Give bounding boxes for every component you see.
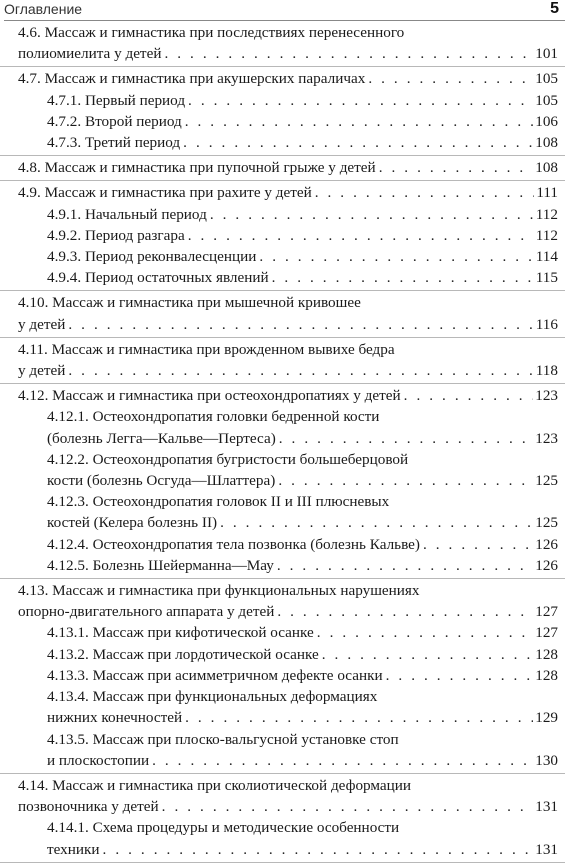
entry-page-number: 128 (535, 666, 558, 684)
toc-section (0, 579, 565, 774)
entry-last-line (47, 750, 558, 771)
toc-entry[interactable] (0, 157, 565, 178)
entry-title-line: 4.13. Массаж и гимнастика при функциональных нарушениях (18, 582, 420, 600)
entry-page-number: 114 (535, 248, 558, 266)
entry-page-number: 111 (536, 184, 558, 202)
toc-entry[interactable] (0, 339, 565, 381)
entry-last-line (47, 132, 558, 153)
entry-title-line: 4.12.2. Остеохондропатия бугристости большеберцовой (47, 450, 409, 468)
dot-leader (279, 428, 533, 449)
toc-subentry[interactable] (0, 665, 565, 686)
entry-last-line (47, 644, 558, 665)
dot-leader (259, 246, 533, 267)
entry-title-line: (болезнь Легга—Кальве—Пертеса) (47, 429, 276, 447)
dot-leader (386, 665, 534, 686)
entry-last-line (47, 428, 558, 449)
entry-last-line (47, 665, 558, 686)
entry-page-number: 108 (535, 159, 558, 177)
entry-page-number: 112 (535, 205, 558, 223)
dot-leader (322, 644, 533, 665)
entry-title-line: 4.9. Массаж и гимнастика при рахите у детей (18, 184, 312, 202)
toc-section (0, 67, 565, 156)
entry-last-line (47, 90, 558, 111)
toc-entry[interactable] (0, 580, 565, 622)
entry-title-line: 4.14.1. Схема процедуры и методические особенности (47, 819, 400, 837)
entry-last-line (18, 182, 558, 203)
entry-last-line (47, 512, 558, 533)
entry-title-line: 4.11. Массаж и гимнастика при врожденном вывихе бедра (18, 340, 395, 358)
running-header (0, 0, 565, 20)
toc-subentry[interactable] (0, 449, 565, 491)
entry-title-line: костей (Келера болезнь II) (47, 514, 218, 532)
toc-entry[interactable] (0, 385, 565, 406)
dot-leader (278, 470, 533, 491)
dot-leader (68, 360, 533, 381)
toc-entry[interactable] (0, 68, 565, 89)
entry-title-line: опорно-двигательного аппарата у детей (18, 603, 275, 621)
dot-leader (277, 555, 533, 576)
entry-page-number: 128 (535, 645, 558, 663)
entry-page-number: 112 (535, 226, 558, 244)
entry-page-number: 116 (535, 315, 558, 333)
entry-title-line: 4.8. Массаж и гимнастика при пупочной грыже у детей (18, 159, 376, 177)
entry-title-line: 4.7.1. Первый период (47, 91, 186, 109)
entry-title-line: 4.13.5. Массаж при плоско-вальгусной установке стоп (47, 730, 399, 748)
page-number: 5 (550, 0, 559, 17)
toc-subentry[interactable] (0, 267, 565, 288)
entry-title-line: 4.7.3. Третий период (47, 134, 181, 152)
toc-section (0, 21, 565, 67)
entry-title-line: 4.13.4. Массаж при функциональных деформациях (47, 688, 378, 706)
entry-last-line (47, 267, 558, 288)
entry-last-line (47, 225, 558, 246)
toc-subentry[interactable] (0, 132, 565, 153)
entry-page-number: 118 (535, 362, 558, 380)
toc-subentry[interactable] (0, 534, 565, 555)
entry-title-line: 4.7. Массаж и гимнастика при акушерских параличах (18, 70, 366, 88)
entry-page-number: 126 (535, 556, 558, 574)
toc-subentry[interactable] (0, 111, 565, 132)
entry-title-line: техники (47, 840, 100, 858)
entry-title-line: позвоночника у детей (18, 798, 159, 816)
entry-last-line (18, 314, 558, 335)
dot-leader (315, 182, 535, 203)
dot-leader (68, 314, 533, 335)
toc-subentry[interactable] (0, 686, 565, 728)
entry-last-line (47, 111, 558, 132)
entry-title-line: у детей (18, 315, 66, 333)
entry-page-number: 130 (535, 751, 558, 769)
toc-subentry[interactable] (0, 204, 565, 225)
header-title: Оглавление (4, 1, 83, 17)
dot-leader (185, 707, 533, 728)
entry-page-number: 127 (535, 603, 558, 621)
entry-title-line: 4.12.3. Остеохондропатия головок II и III плюсневых (47, 493, 390, 511)
toc-entry[interactable] (0, 775, 565, 817)
entry-title-line: 4.10. Массаж и гимнастика при мышечной кривошее (18, 294, 361, 312)
entry-title-line: 4.13.2. Массаж при лордотической осанке (47, 645, 319, 663)
toc-section (0, 156, 565, 181)
entry-title-line: 4.9.3. Период реконвалесценции (47, 248, 257, 266)
toc-subentry[interactable] (0, 817, 565, 859)
entry-title-line: полиомиелита у детей (18, 45, 162, 63)
toc-subentry[interactable] (0, 729, 565, 771)
toc-subentry[interactable] (0, 90, 565, 111)
entry-page-number: 108 (535, 134, 558, 152)
entry-last-line (18, 68, 558, 89)
entry-last-line (47, 246, 558, 267)
dot-leader (164, 43, 533, 64)
entry-page-number: 131 (535, 798, 558, 816)
entry-page-number: 131 (535, 840, 558, 858)
entry-title-line: 4.9.4. Период остаточных явлений (47, 269, 269, 287)
entry-page-number: 105 (535, 91, 558, 109)
toc-subentry[interactable] (0, 225, 565, 246)
entry-title-line: 4.7.2. Второй период (47, 112, 182, 130)
dot-leader (183, 132, 533, 153)
dot-leader (317, 622, 533, 643)
entry-page-number: 125 (535, 514, 558, 532)
entry-title-line: 4.12.5. Болезнь Шейерманна—Мау (47, 556, 274, 574)
toc-subentry[interactable] (0, 406, 565, 448)
entry-page-number: 126 (535, 535, 558, 553)
toc-subentry[interactable] (0, 246, 565, 267)
entry-last-line (47, 470, 558, 491)
entry-last-line (47, 707, 558, 728)
toc-entry[interactable] (0, 292, 565, 334)
entry-title-line: и плоскостопии (47, 751, 150, 769)
table-of-contents (0, 21, 565, 863)
entry-last-line (18, 385, 558, 406)
dot-leader (220, 512, 533, 533)
entry-title-line: нижних конечностей (47, 709, 183, 727)
dot-leader (368, 68, 533, 89)
dot-leader (379, 157, 534, 178)
dot-leader (188, 225, 534, 246)
dot-leader (404, 385, 534, 406)
entry-last-line (18, 796, 558, 817)
entry-page-number: 106 (535, 112, 558, 130)
entry-title-line: 4.9.1. Начальный период (47, 205, 207, 223)
entry-title-line: кости (болезнь Осгуда—Шлаттера) (47, 472, 276, 490)
entry-last-line (47, 204, 558, 225)
entry-page-number: 125 (535, 472, 558, 490)
toc-entry[interactable] (0, 182, 565, 203)
entry-page-number: 123 (535, 429, 558, 447)
toc-subentry[interactable] (0, 555, 565, 576)
dot-leader (210, 204, 534, 225)
dot-leader (185, 111, 534, 132)
toc-section (0, 338, 565, 384)
entry-title-line: 4.12.4. Остеохондропатия тела позвонка (болезнь Кальве) (47, 535, 420, 553)
dot-leader (162, 796, 534, 817)
entry-page-number: 123 (535, 387, 558, 405)
entry-last-line (18, 601, 558, 622)
entry-title-line: 4.9.2. Период разгара (47, 226, 185, 244)
entry-page-number: 101 (535, 45, 558, 63)
toc-subentry[interactable] (0, 644, 565, 665)
entry-last-line (47, 555, 558, 576)
toc-entry[interactable] (0, 22, 565, 64)
entry-page-number: 127 (535, 624, 558, 642)
toc-section (0, 774, 565, 863)
dot-leader (423, 534, 533, 555)
entry-last-line (18, 360, 558, 381)
entry-page-number: 115 (535, 269, 558, 287)
toc-subentry[interactable] (0, 491, 565, 533)
entry-title-line: 4.13.3. Массаж при асимметричном дефекте осанки (47, 666, 383, 684)
entry-title-line: 4.6. Массаж и гимнастика при последствиях перенесенного (18, 24, 405, 41)
entry-last-line (18, 157, 558, 178)
entry-last-line (47, 622, 558, 643)
entry-last-line (47, 534, 558, 555)
dot-leader (188, 90, 533, 111)
toc-section (0, 181, 565, 291)
entry-title-line: у детей (18, 362, 66, 380)
dot-leader (152, 750, 533, 771)
entry-page-number: 105 (535, 70, 558, 88)
dot-leader (277, 601, 533, 622)
entry-title-line: 4.12.1. Остеохондропатия головки бедренной кости (47, 408, 380, 426)
toc-section (0, 291, 565, 337)
entry-title-line: 4.12. Массаж и гимнастика при остеохондропатиях у детей (18, 387, 401, 405)
entry-title-line: 4.13.1. Массаж при кифотической осанке (47, 624, 314, 642)
entry-page-number: 129 (535, 709, 558, 727)
entry-title-line: 4.14. Массаж и гимнастика при сколиотической деформации (18, 776, 412, 794)
toc-section (0, 384, 565, 579)
entry-last-line (18, 43, 558, 64)
dot-leader (272, 267, 534, 288)
toc-subentry[interactable] (0, 622, 565, 643)
